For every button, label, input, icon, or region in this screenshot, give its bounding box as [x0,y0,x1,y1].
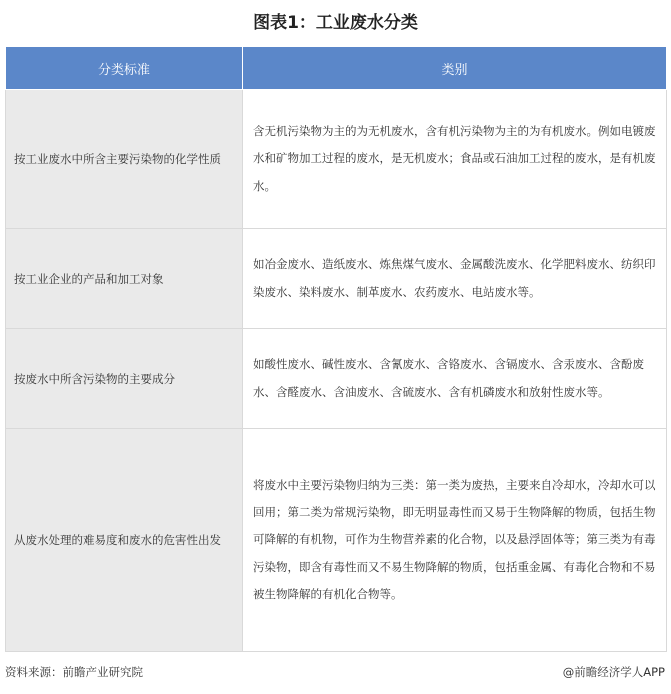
table-row [6,229,667,329]
classification-table [5,46,667,652]
source-note: 资料来源：前瞻产业研究院 [5,665,143,679]
row-criterion: 按废水中所含污染物的主要成分 [6,329,243,429]
table-header-row [6,47,667,90]
table-row [6,329,667,429]
header-criterion: 分类标准 [6,47,243,90]
chart-title: 图表1：工业废水分类 [253,13,418,33]
row-criterion: 从废水处理的难易度和废水的危害性出发 [6,429,243,652]
row-categories: 如冶金废水、造纸废水、炼焦煤气废水、金属酸洗废水、化学肥料废水、纺织印染废水、染料废水、制革废水、农药废水、电站废水等。 [243,229,667,329]
row-categories: 将废水中主要污染物归纳为三类：第一类为废热，主要来自冷却水，冷却水可以回用；第二类为常规污染物，即无明显毒性而又易于生物降解的物质，包括生物可降解的有机物，可作为生物营养素的化合物，以及悬浮固体等；第三类为有毒污染物，即含有毒性而又不易生物降解的物质，包括重金属、有毒化合物和不易被生物降解的有机化合物等。 [243,429,667,652]
table-row [6,429,667,652]
row-categories: 如酸性废水、碱性废水、含氰废水、含铬废水、含镉废水、含汞废水、含酚废水、含醛废水、含油废水、含硫废水、含有机磷废水和放射性废水等。 [243,329,667,429]
credit-note: @前瞻经济学人APP [562,665,665,679]
header-categories: 类别 [243,47,667,90]
row-criterion: 按工业企业的产品和加工对象 [6,229,243,329]
table-row [6,90,667,229]
row-categories: 含无机污染物为主的为无机废水，含有机污染物为主的为有机废水。例如电镀废水和矿物加工过程的废水，是无机废水；食品或石油加工过程的废水，是有机废水。 [243,90,667,229]
row-criterion: 按工业废水中所含主要污染物的化学性质 [6,90,243,229]
